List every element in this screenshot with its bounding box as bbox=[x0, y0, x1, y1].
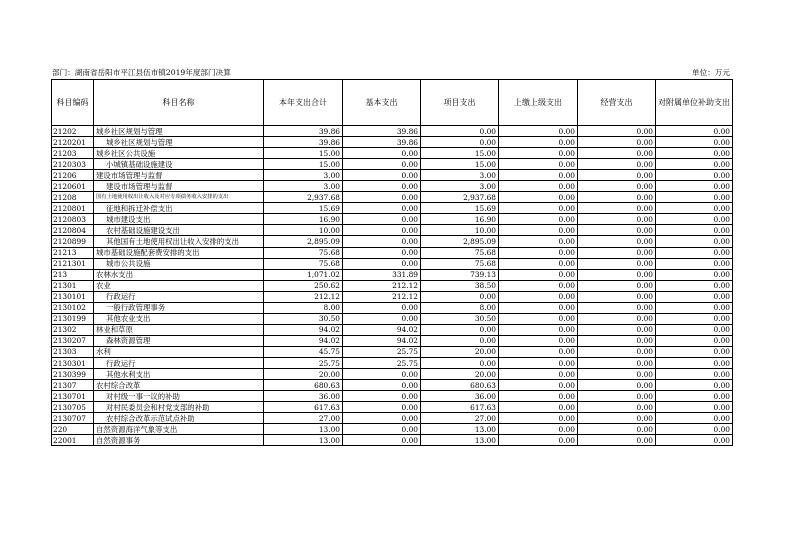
cell-code: 21213 bbox=[52, 247, 94, 258]
cell-upper: 0.00 bbox=[499, 192, 578, 203]
cell-name: 农村基础设施建设支出 bbox=[94, 225, 264, 236]
cell-project: 2,895.09 bbox=[421, 236, 499, 247]
cell-project: 13.00 bbox=[421, 424, 499, 435]
cell-upper: 0.00 bbox=[499, 324, 578, 335]
cell-subsidy: 0.00 bbox=[656, 413, 733, 424]
cell-project: 30.50 bbox=[421, 313, 499, 324]
table-row bbox=[52, 203, 733, 214]
table-row bbox=[52, 357, 733, 368]
cell-upper: 0.00 bbox=[499, 335, 578, 346]
cell-total: 94.02 bbox=[264, 324, 343, 335]
cell-basic: 0.00 bbox=[343, 313, 421, 324]
table-row bbox=[52, 258, 733, 269]
cell-basic: 0.00 bbox=[343, 391, 421, 402]
cell-basic: 212.12 bbox=[343, 280, 421, 291]
cell-name: 对村级一事一议的补助 bbox=[94, 391, 264, 402]
cell-basic: 0.00 bbox=[343, 258, 421, 269]
cell-name: 城乡社区规划与管理 bbox=[94, 137, 264, 148]
cell-total: 75.68 bbox=[264, 258, 343, 269]
cell-total: 27.00 bbox=[264, 413, 343, 424]
cell-code: 2130301 bbox=[52, 357, 94, 368]
cell-code: 21301 bbox=[52, 280, 94, 291]
cell-name: 国有土地使用权出让收入及对应专项债务收入安排的支出 bbox=[94, 192, 264, 203]
cell-basic: 0.00 bbox=[343, 369, 421, 380]
cell-code: 21307 bbox=[52, 380, 94, 391]
cell-upper: 0.00 bbox=[499, 291, 578, 302]
cell-name: 小城镇基础设施建设 bbox=[94, 159, 264, 170]
cell-upper: 0.00 bbox=[499, 203, 578, 214]
cell-subsidy: 0.00 bbox=[656, 346, 733, 357]
cell-total: 30.50 bbox=[264, 313, 343, 324]
cell-upper: 0.00 bbox=[499, 258, 578, 269]
cell-total: 39.86 bbox=[264, 137, 343, 148]
cell-code: 2130705 bbox=[52, 402, 94, 413]
cell-business: 0.00 bbox=[578, 269, 656, 280]
cell-code: 220 bbox=[52, 424, 94, 435]
cell-subsidy: 0.00 bbox=[656, 402, 733, 413]
cell-business: 0.00 bbox=[578, 159, 656, 170]
cell-name: 城市建设支出 bbox=[94, 214, 264, 225]
table-row bbox=[52, 137, 733, 148]
col-header-business: 经营支出 bbox=[578, 80, 656, 126]
cell-subsidy: 0.00 bbox=[656, 159, 733, 170]
cell-subsidy: 0.00 bbox=[656, 236, 733, 247]
cell-basic: 0.00 bbox=[343, 424, 421, 435]
cell-business: 0.00 bbox=[578, 424, 656, 435]
cell-basic: 0.00 bbox=[343, 380, 421, 391]
cell-name: 其他农业支出 bbox=[94, 313, 264, 324]
table-row bbox=[52, 402, 733, 413]
cell-subsidy: 0.00 bbox=[656, 302, 733, 313]
table-row bbox=[52, 324, 733, 335]
cell-business: 0.00 bbox=[578, 380, 656, 391]
cell-name: 农林水支出 bbox=[94, 269, 264, 280]
cell-code: 2130701 bbox=[52, 391, 94, 402]
cell-subsidy: 0.00 bbox=[656, 369, 733, 380]
cell-business: 0.00 bbox=[578, 346, 656, 357]
cell-code: 2130207 bbox=[52, 335, 94, 346]
cell-business: 0.00 bbox=[578, 391, 656, 402]
cell-business: 0.00 bbox=[578, 126, 656, 137]
col-header-basic: 基本支出 bbox=[343, 80, 421, 126]
cell-subsidy: 0.00 bbox=[656, 203, 733, 214]
cell-name: 城乡社区公共设施 bbox=[94, 148, 264, 159]
cell-business: 0.00 bbox=[578, 203, 656, 214]
cell-subsidy: 0.00 bbox=[656, 148, 733, 159]
cell-name: 农村综合改革示范试点补助 bbox=[94, 413, 264, 424]
department-title: 部门：湖南省岳阳市平江县伍市镇2019年度部门决算 bbox=[52, 68, 231, 77]
cell-business: 0.00 bbox=[578, 137, 656, 148]
cell-basic: 0.00 bbox=[343, 159, 421, 170]
cell-upper: 0.00 bbox=[499, 137, 578, 148]
cell-subsidy: 0.00 bbox=[656, 170, 733, 181]
cell-basic: 0.00 bbox=[343, 170, 421, 181]
cell-business: 0.00 bbox=[578, 402, 656, 413]
cell-total: 25.75 bbox=[264, 357, 343, 368]
cell-name: 城市公共设施 bbox=[94, 258, 264, 269]
col-header-upper: 上缴上级支出 bbox=[499, 80, 578, 126]
cell-upper: 0.00 bbox=[499, 247, 578, 258]
cell-upper: 0.00 bbox=[499, 413, 578, 424]
cell-upper: 0.00 bbox=[499, 402, 578, 413]
cell-name: 城乡社区规划与管理 bbox=[94, 126, 264, 137]
table-row bbox=[52, 302, 733, 313]
table-row bbox=[52, 214, 733, 225]
cell-name: 一般行政管理事务 bbox=[94, 302, 264, 313]
cell-basic: 0.00 bbox=[343, 225, 421, 236]
cell-upper: 0.00 bbox=[499, 391, 578, 402]
cell-code: 21208 bbox=[52, 192, 94, 203]
cell-business: 0.00 bbox=[578, 335, 656, 346]
cell-project: 0.00 bbox=[421, 357, 499, 368]
table-row bbox=[52, 424, 733, 435]
table-row bbox=[52, 313, 733, 324]
cell-subsidy: 0.00 bbox=[656, 313, 733, 324]
cell-upper: 0.00 bbox=[499, 181, 578, 192]
cell-project: 3.00 bbox=[421, 181, 499, 192]
cell-code: 2130102 bbox=[52, 302, 94, 313]
cell-subsidy: 0.00 bbox=[656, 391, 733, 402]
cell-code: 2120801 bbox=[52, 203, 94, 214]
cell-total: 1,071.02 bbox=[264, 269, 343, 280]
cell-basic: 0.00 bbox=[343, 148, 421, 159]
cell-name: 水利 bbox=[94, 346, 264, 357]
cell-subsidy: 0.00 bbox=[656, 335, 733, 346]
table-header-row bbox=[52, 80, 733, 126]
cell-name: 建设市场管理与监督 bbox=[94, 181, 264, 192]
cell-subsidy: 0.00 bbox=[656, 324, 733, 335]
cell-total: 680.63 bbox=[264, 380, 343, 391]
cell-subsidy: 0.00 bbox=[656, 269, 733, 280]
cell-upper: 0.00 bbox=[499, 435, 578, 446]
cell-code: 21303 bbox=[52, 346, 94, 357]
cell-project: 739.13 bbox=[421, 269, 499, 280]
cell-business: 0.00 bbox=[578, 313, 656, 324]
cell-business: 0.00 bbox=[578, 170, 656, 181]
cell-upper: 0.00 bbox=[499, 236, 578, 247]
cell-upper: 0.00 bbox=[499, 380, 578, 391]
cell-upper: 0.00 bbox=[499, 159, 578, 170]
table-row bbox=[52, 170, 733, 181]
cell-code: 2130399 bbox=[52, 369, 94, 380]
cell-name: 农村综合改革 bbox=[94, 380, 264, 391]
cell-code: 2121301 bbox=[52, 258, 94, 269]
cell-upper: 0.00 bbox=[499, 346, 578, 357]
cell-upper: 0.00 bbox=[499, 148, 578, 159]
cell-name: 自然资源事务 bbox=[94, 435, 264, 446]
cell-business: 0.00 bbox=[578, 435, 656, 446]
table-row bbox=[52, 269, 733, 280]
cell-basic: 39.86 bbox=[343, 137, 421, 148]
cell-code: 22001 bbox=[52, 435, 94, 446]
table-row bbox=[52, 236, 733, 247]
cell-total: 8.00 bbox=[264, 302, 343, 313]
cell-subsidy: 0.00 bbox=[656, 126, 733, 137]
cell-business: 0.00 bbox=[578, 181, 656, 192]
cell-subsidy: 0.00 bbox=[656, 380, 733, 391]
cell-name: 自然资源海洋气象等支出 bbox=[94, 424, 264, 435]
cell-project: 27.00 bbox=[421, 413, 499, 424]
unit-label: 单位：万元 bbox=[692, 68, 730, 77]
cell-subsidy: 0.00 bbox=[656, 214, 733, 225]
cell-total: 10.00 bbox=[264, 225, 343, 236]
cell-basic: 0.00 bbox=[343, 214, 421, 225]
table-row bbox=[52, 369, 733, 380]
cell-name: 城市基础设施配套费安排的支出 bbox=[94, 247, 264, 258]
cell-total: 36.00 bbox=[264, 391, 343, 402]
cell-code: 2120899 bbox=[52, 236, 94, 247]
col-header-subsidy: 对附属单位补助支出 bbox=[656, 80, 733, 126]
cell-subsidy: 0.00 bbox=[656, 435, 733, 446]
table-row bbox=[52, 335, 733, 346]
cell-upper: 0.00 bbox=[499, 302, 578, 313]
cell-upper: 0.00 bbox=[499, 126, 578, 137]
table-row bbox=[52, 225, 733, 236]
table-body bbox=[52, 126, 733, 446]
cell-total: 45.75 bbox=[264, 346, 343, 357]
col-header-total: 本年支出合计 bbox=[264, 80, 343, 126]
cell-code: 2130101 bbox=[52, 291, 94, 302]
cell-business: 0.00 bbox=[578, 280, 656, 291]
cell-project: 0.00 bbox=[421, 137, 499, 148]
cell-total: 15.00 bbox=[264, 159, 343, 170]
table-row bbox=[52, 346, 733, 357]
cell-total: 3.00 bbox=[264, 170, 343, 181]
cell-total: 617.63 bbox=[264, 402, 343, 413]
cell-project: 75.68 bbox=[421, 247, 499, 258]
cell-total: 15.69 bbox=[264, 203, 343, 214]
cell-upper: 0.00 bbox=[499, 280, 578, 291]
cell-business: 0.00 bbox=[578, 148, 656, 159]
cell-project: 0.00 bbox=[421, 324, 499, 335]
cell-total: 250.62 bbox=[264, 280, 343, 291]
cell-name: 林业和草原 bbox=[94, 324, 264, 335]
table-row bbox=[52, 291, 733, 302]
table-row bbox=[52, 126, 733, 137]
cell-business: 0.00 bbox=[578, 214, 656, 225]
cell-subsidy: 0.00 bbox=[656, 291, 733, 302]
cell-business: 0.00 bbox=[578, 247, 656, 258]
cell-business: 0.00 bbox=[578, 324, 656, 335]
cell-total: 75.68 bbox=[264, 247, 343, 258]
cell-subsidy: 0.00 bbox=[656, 137, 733, 148]
cell-project: 8.00 bbox=[421, 302, 499, 313]
cell-name: 行政运行 bbox=[94, 291, 264, 302]
table-row bbox=[52, 247, 733, 258]
cell-basic: 25.75 bbox=[343, 357, 421, 368]
cell-total: 39.86 bbox=[264, 126, 343, 137]
cell-project: 13.00 bbox=[421, 435, 499, 446]
cell-subsidy: 0.00 bbox=[656, 247, 733, 258]
cell-name: 其他国有土地使用权出让收入安排的支出 bbox=[94, 236, 264, 247]
cell-business: 0.00 bbox=[578, 291, 656, 302]
col-header-project: 项目支出 bbox=[421, 80, 499, 126]
cell-basic: 0.00 bbox=[343, 192, 421, 203]
cell-project: 3.00 bbox=[421, 170, 499, 181]
cell-upper: 0.00 bbox=[499, 225, 578, 236]
table-row bbox=[52, 280, 733, 291]
cell-name: 森林资源管理 bbox=[94, 335, 264, 346]
col-header-name: 科目名称 bbox=[94, 80, 264, 126]
cell-code: 2120303 bbox=[52, 159, 94, 170]
cell-basic: 0.00 bbox=[343, 203, 421, 214]
cell-subsidy: 0.00 bbox=[656, 258, 733, 269]
cell-subsidy: 0.00 bbox=[656, 357, 733, 368]
table-row bbox=[52, 413, 733, 424]
cell-total: 13.00 bbox=[264, 435, 343, 446]
col-header-code: 科目编码 bbox=[52, 80, 94, 126]
cell-basic: 25.75 bbox=[343, 346, 421, 357]
cell-total: 94.02 bbox=[264, 335, 343, 346]
cell-subsidy: 0.00 bbox=[656, 192, 733, 203]
cell-upper: 0.00 bbox=[499, 170, 578, 181]
cell-upper: 0.00 bbox=[499, 214, 578, 225]
cell-business: 0.00 bbox=[578, 369, 656, 380]
cell-basic: 331.89 bbox=[343, 269, 421, 280]
cell-subsidy: 0.00 bbox=[656, 280, 733, 291]
table-row bbox=[52, 380, 733, 391]
cell-project: 680.63 bbox=[421, 380, 499, 391]
cell-total: 20.00 bbox=[264, 369, 343, 380]
cell-upper: 0.00 bbox=[499, 269, 578, 280]
cell-name: 对村民委员会和村党支部的补助 bbox=[94, 402, 264, 413]
cell-code: 21206 bbox=[52, 170, 94, 181]
cell-subsidy: 0.00 bbox=[656, 225, 733, 236]
cell-code: 213 bbox=[52, 269, 94, 280]
cell-code: 2130199 bbox=[52, 313, 94, 324]
cell-project: 38.50 bbox=[421, 280, 499, 291]
cell-subsidy: 0.00 bbox=[656, 181, 733, 192]
cell-project: 16.90 bbox=[421, 214, 499, 225]
cell-project: 75.68 bbox=[421, 258, 499, 269]
cell-basic: 0.00 bbox=[343, 435, 421, 446]
cell-total: 2,937.68 bbox=[264, 192, 343, 203]
cell-project: 20.00 bbox=[421, 346, 499, 357]
cell-basic: 0.00 bbox=[343, 181, 421, 192]
cell-total: 3.00 bbox=[264, 181, 343, 192]
cell-project: 36.00 bbox=[421, 391, 499, 402]
cell-business: 0.00 bbox=[578, 258, 656, 269]
cell-upper: 0.00 bbox=[499, 369, 578, 380]
cell-project: 10.00 bbox=[421, 225, 499, 236]
cell-project: 0.00 bbox=[421, 291, 499, 302]
cell-basic: 39.86 bbox=[343, 126, 421, 137]
cell-basic: 0.00 bbox=[343, 402, 421, 413]
cell-total: 212.12 bbox=[264, 291, 343, 302]
cell-project: 15.69 bbox=[421, 203, 499, 214]
cell-total: 16.90 bbox=[264, 214, 343, 225]
cell-upper: 0.00 bbox=[499, 313, 578, 324]
cell-name: 征地和拆迁补偿支出 bbox=[94, 203, 264, 214]
cell-project: 0.00 bbox=[421, 126, 499, 137]
cell-total: 2,895.09 bbox=[264, 236, 343, 247]
cell-code: 2120601 bbox=[52, 181, 94, 192]
cell-code: 2120803 bbox=[52, 214, 94, 225]
cell-project: 20.00 bbox=[421, 369, 499, 380]
cell-basic: 94.02 bbox=[343, 335, 421, 346]
table-row bbox=[52, 435, 733, 446]
table-row bbox=[52, 192, 733, 203]
cell-name: 农业 bbox=[94, 280, 264, 291]
cell-business: 0.00 bbox=[578, 236, 656, 247]
cell-total: 15.00 bbox=[264, 148, 343, 159]
cell-code: 2120201 bbox=[52, 137, 94, 148]
cell-business: 0.00 bbox=[578, 225, 656, 236]
cell-project: 15.00 bbox=[421, 159, 499, 170]
cell-basic: 0.00 bbox=[343, 302, 421, 313]
cell-project: 15.00 bbox=[421, 148, 499, 159]
cell-subsidy: 0.00 bbox=[656, 424, 733, 435]
cell-basic: 0.00 bbox=[343, 413, 421, 424]
cell-code: 2120804 bbox=[52, 225, 94, 236]
cell-total: 13.00 bbox=[264, 424, 343, 435]
cell-basic: 212.12 bbox=[343, 291, 421, 302]
cell-project: 617.63 bbox=[421, 402, 499, 413]
expenditure-table bbox=[51, 79, 733, 446]
table-row bbox=[52, 181, 733, 192]
cell-business: 0.00 bbox=[578, 413, 656, 424]
cell-upper: 0.00 bbox=[499, 357, 578, 368]
cell-basic: 94.02 bbox=[343, 324, 421, 335]
cell-business: 0.00 bbox=[578, 302, 656, 313]
cell-code: 21202 bbox=[52, 126, 94, 137]
cell-name: 其他水利支出 bbox=[94, 369, 264, 380]
cell-project: 2,937.68 bbox=[421, 192, 499, 203]
cell-name: 行政运行 bbox=[94, 357, 264, 368]
cell-code: 21302 bbox=[52, 324, 94, 335]
cell-code: 2130707 bbox=[52, 413, 94, 424]
cell-code: 21203 bbox=[52, 148, 94, 159]
cell-name: 建设市场管理与监督 bbox=[94, 170, 264, 181]
cell-project: 0.00 bbox=[421, 335, 499, 346]
cell-upper: 0.00 bbox=[499, 424, 578, 435]
cell-basic: 0.00 bbox=[343, 247, 421, 258]
table-row bbox=[52, 148, 733, 159]
cell-business: 0.00 bbox=[578, 192, 656, 203]
cell-basic: 0.00 bbox=[343, 236, 421, 247]
table-row bbox=[52, 391, 733, 402]
table-row bbox=[52, 159, 733, 170]
cell-business: 0.00 bbox=[578, 357, 656, 368]
